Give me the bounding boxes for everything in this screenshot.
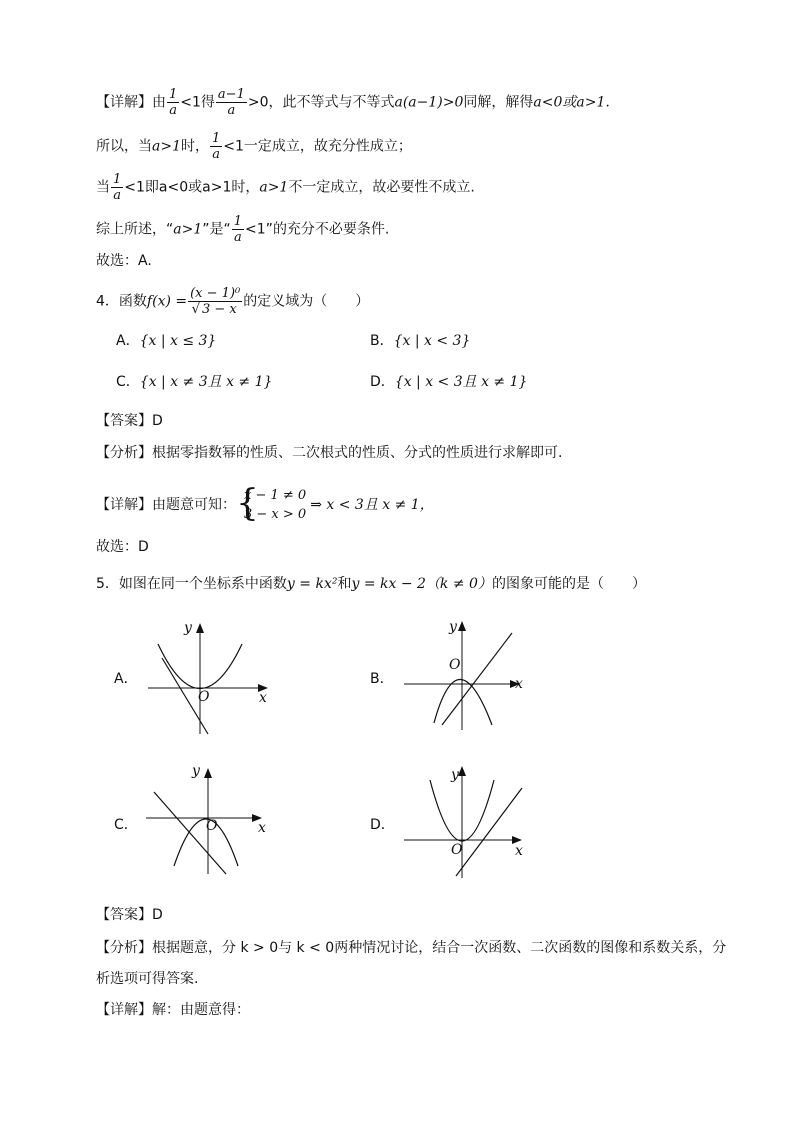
q5-option-b[interactable]: B． bbox=[370, 671, 394, 687]
graph-b-y-label: y bbox=[449, 619, 457, 635]
q4-stem: 4．函数f(x) = $\frac{\text{(x − 1)⁰}}{√ 3 - x}$ 的定义域为（ ） bbox=[96, 286, 370, 317]
q3-detail-line-4: 综上所述，“a>1”是“ $\frac{1}{a}$ <1”的充分不必要条件. bbox=[96, 214, 390, 245]
q3-detail-line-1: 【详解】由 $\frac{1}{a}$ <1得 $\frac{a-1}{a}$ >0，此不等式与不等式a(a−1)>0同解，解得a<0或a>1. bbox=[96, 87, 610, 118]
q5-analysis-line-1: 【分析】根据题意，分 k > 0与 k < 0两种情况讨论，结合一次函数、二次函数的图像和系数关系，分 bbox=[96, 940, 727, 956]
q4-option-d[interactable]: D．{x | x < 3且 x ≠ 1} bbox=[370, 374, 528, 390]
q4-detail: 【详解】由题意可知： { x − 1 ≠ 0 3 − x > 0 ⇒ x < 3且 x ≠ 1， bbox=[96, 483, 434, 524]
q5-option-d[interactable]: D． bbox=[370, 817, 395, 833]
graph-a-y-label: y bbox=[184, 620, 192, 636]
graph-c-y-label: y bbox=[192, 763, 200, 779]
q5-option-a[interactable]: A． bbox=[114, 671, 138, 687]
fraction-1-over-a: $\frac{1}{a}$ bbox=[169, 87, 178, 118]
graph-a-origin: O bbox=[198, 689, 210, 705]
q4-choose: 故选：D bbox=[96, 539, 149, 555]
fraction-a-minus-1-over-a: $\frac{a-1}{a}$ bbox=[217, 87, 245, 118]
q3-detail-line-3: 当 $\frac{1}{a}$ <1即a<0或a>1时，a>1不一定成立，故必要性不成立. bbox=[96, 172, 475, 203]
graph-b-x-label: x bbox=[515, 676, 523, 692]
graph-c-x-label: x bbox=[258, 820, 266, 836]
q4-analysis: 【分析】根据零指数幂的性质、二次根式的性质、分式的性质进行求解即可. bbox=[96, 445, 563, 461]
inequality-system: { x − 1 ≠ 0 3 − x > 0 bbox=[236, 483, 307, 524]
q5-option-c[interactable]: C． bbox=[114, 817, 138, 833]
q4-answer: 【答案】D bbox=[96, 413, 163, 429]
q5-detail: 【详解】解：由题意得： bbox=[96, 1002, 250, 1018]
graph-d-origin: O bbox=[451, 842, 463, 858]
q3-detail-line-2: 所以，当a>1时， $\frac{1}{a}$ <1一定成立，故充分性成立； bbox=[96, 131, 412, 162]
graph-b bbox=[400, 615, 530, 737]
detail-tag: 【详解】 bbox=[96, 94, 152, 111]
graph-b-origin: O bbox=[449, 657, 461, 673]
graph-d-x-label: x bbox=[515, 843, 523, 859]
q4-option-b[interactable]: B．{x | x < 3} bbox=[370, 333, 471, 349]
q5-stem: 5．如图在同一个坐标系中函数y = kx²和y = kx − 2（k ≠ 0）的图象可能的是（ ） bbox=[96, 576, 646, 592]
graph-a bbox=[140, 618, 280, 740]
q5-answer: 【答案】D bbox=[96, 907, 163, 923]
q3-answer-choice: 故选：A. bbox=[96, 253, 152, 269]
graph-a-x-label: x bbox=[259, 690, 267, 706]
graph-d-y-label: y bbox=[451, 767, 459, 783]
fraction-1-over-a: $\frac{1}{a}$ bbox=[211, 131, 221, 162]
graph-d bbox=[400, 762, 530, 880]
domain-fraction: $\frac{\text{(x − 1)⁰}}{√ 3 - x}$ bbox=[190, 286, 241, 317]
graph-c-origin: O bbox=[206, 818, 218, 834]
q4-option-a[interactable]: A．{x | x ≤ 3} bbox=[116, 333, 217, 349]
fraction-1-over-a: $\frac{1}{a}$ bbox=[113, 172, 122, 203]
q4-option-c[interactable]: C．{x | x ≠ 3且 x ≠ 1} bbox=[116, 374, 273, 390]
fraction-1-over-a: $\frac{1}{a}$ bbox=[233, 214, 243, 245]
q5-analysis-line-2: 析选项可得答案. bbox=[96, 971, 199, 987]
